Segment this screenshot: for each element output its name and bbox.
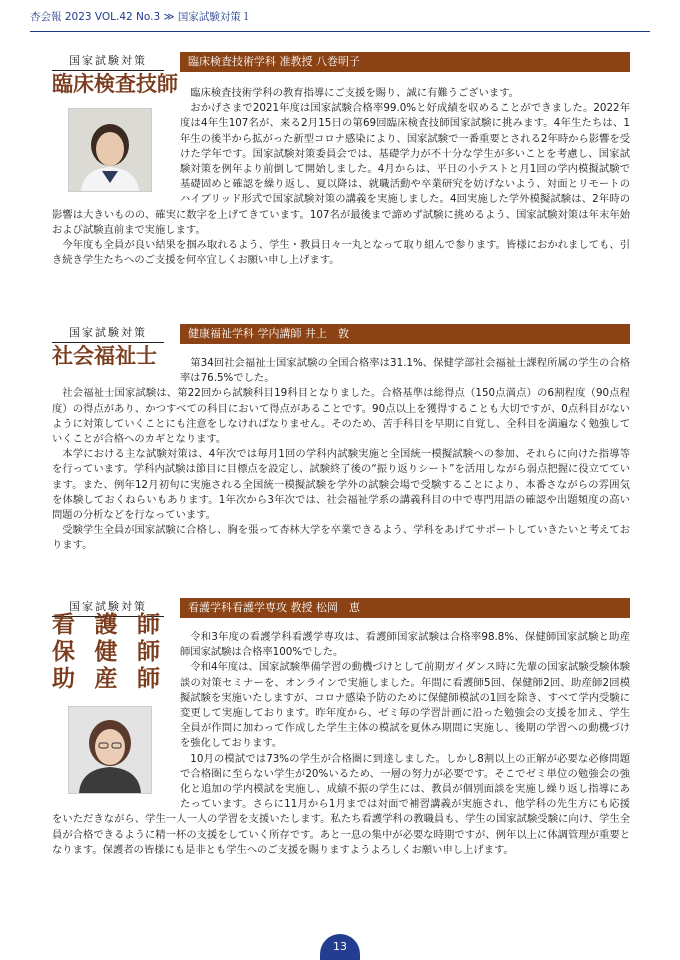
page-number: 13 [320,934,360,960]
body-paragraph: 本学における主な試験対策は、4年次では毎月1回の学科内試験実施と全国統一模擬試験への参加、それらに向けた指導等を行っています。学科内試験は節目に目標点を設定し、試験終了後の“振り返りシート”を活用しながら弱点把握に役立てています。また、例年12月初旬に実施される全国統一模擬試験を学外の試験会場で受験することにより、本番さながらの雰囲気を体験しておくねらいもあります。1年次から3年次では、社会福祉学系の講義科目の中で専門用語の確認や出題頻度の高い問題の分析などを行なっています。 [52,448,630,522]
body-paragraph: 今年度も全員が良い結果を掴み取れるよう、学生・教員日々一丸となって取り組んで参ります。皆様におかれましても、引き続き学生たちへのご支援を何卒宜しくお願い申し上げます。 [52,239,630,267]
body-paragraph: おかげさまで2021年度は国家試験合格率99.0%と好成績を収めることができました。2022年度は4年生107名が、来る2月15日の第69回臨床検査技師国家試験に挑みます。4年生たちは、1年生の後半から拡がった新型コロナ感染により、国家試験で一番重要とされる2年時から影響を受けた学年です。国家試験対策委員会では、基礎学力が不十分な学生が多いことを考慮し、国家試験対策を例年より前倒して開始しました。4月からは、平日の小テストと月1回の学内模擬試験で基礎固めと確認を繰り返し、夏以降は、就職活動や卒業研究を妨げないよう、対面とリモートのハイブリッド形式で国家試験対策の講義を実施しました。4回実施した学外模擬試験は、2年時の影響は大きいものの、確実に数字を上げてきています。107名が最後まで諦めず試験に挑めるよう、国家試験対策は年末年始および試験直前まで実施します。 [52,102,630,236]
author-bar: 臨床検査技術学科 准教授 八巻明子 [180,52,630,72]
page-header: 杏会報 2023 VOL.42 No.3 ≫ 国家試験対策１ [30,9,650,32]
body-paragraph: 受験学生全員が国家試験に合格し、胸を張って杏林大学を卒業できるよう、学科をあげてサポートしていきたいと考えております。 [52,524,630,552]
body-paragraph: 社会福祉士国家試験は、第22回から試験科目19科目となりました。合格基準は総得点（150点満点）の6割程度（90点程度）の得点があり、かつすべての科目において得点があることです。90点以上を獲得することも大切ですが、0点科目がないように対策していくことにも注意をしなければなりません。そのため、苦手科目を早期に自覚し、全科目を満遍なく勉強していくことが合格へのカギとなります。 [52,387,630,446]
section-social-welfare [52,324,630,578]
title-char: 助 [52,666,75,692]
title-char: 看 [52,612,75,638]
title-char: 師 [137,666,160,692]
title-char: 師 [137,612,160,638]
title-char: 健 [94,639,118,665]
section-category: 国家試験対策 [52,52,164,71]
section-nursing [52,598,630,928]
section-title: 臨床検査技師 [52,72,178,96]
body-paragraph: 令和3年度の看護学科看護学専攻は、看護師国家試験は合格率98.8%、保健師国家試験と助産師国家試験は合格率100%でした。 [180,631,630,659]
title-char: 護 [94,612,118,638]
section-body [52,86,630,268]
title-char: 師 [137,639,160,665]
body-paragraph: 10月の模試では73%の学生が合格圏に到達しました。しかし8割以上の正解が必要な必修問題で合格圏に至らない学生が20%いるため、一層の努力が必要です。そこでゼミ単位の勉強会の強化と追加の学内模試を実施し、成績不振の学生には、教員が個別面談を実施し繰り返し指導にあたっています。さらに11月から1月までは対面で補習講義が実施され、他学科の先生方にも応援をいただきながら、学生一人一人の学習を支援いたします。私たち看護学科の教職員も、学生の国家試験受験に向け、学生全員が合格できるように精一杯の支援をしていく所存です。あと一息の集中が必要な時期ですが、例年以上に体調管理が重要となります。保護者の皆様にも是非とも学生へのご支援を賜りますようよろしくお願い申し上げます。 [52,752,630,856]
section-clinical-lab [52,52,630,314]
body-paragraph: 第34回社会福祉士国家試験の全国合格率は31.1%、保健学部社会福祉士課程所属の学生の合格率は76.5%でした。 [180,357,630,385]
title-char: 産 [94,666,118,692]
body-paragraph: 臨床検査技術学科の教育指導にご支援を賜り、誠に有難うございます。 [190,87,519,99]
section-body [52,356,630,554]
section-category: 国家試験対策 [52,324,164,343]
section-body [52,630,630,858]
author-bar: 健康福祉学科 学内講師 井上 敦 [180,324,630,344]
section-title: 社会福祉士 [52,344,157,368]
body-paragraph: 令和4年度は、国家試験準備学習の動機づけとして前期ガイダンス時に先輩の国家試験受験体験談の対策セミナーを、オンラインで実施しました。年間に看護師5回、保健師2回、助産師2回模擬試験を実施いたしますが、コロナ感染予防のために保健師模試の1回を除き、すべて学内受験に変更して実施しております。昨年度から、ゼミ毎の学習計画に沿った勉強会の支援を加え、学生全員が作問に加わって作成した学生主体の模試を夏休み期間に実施し、後期の学習への動機づけを強化しております。 [180,661,630,750]
title-char: 保 [52,639,75,665]
section-category: 国家試験対策 [52,598,164,617]
author-bar: 看護学科看護学専攻 教授 松岡 恵 [180,598,630,618]
